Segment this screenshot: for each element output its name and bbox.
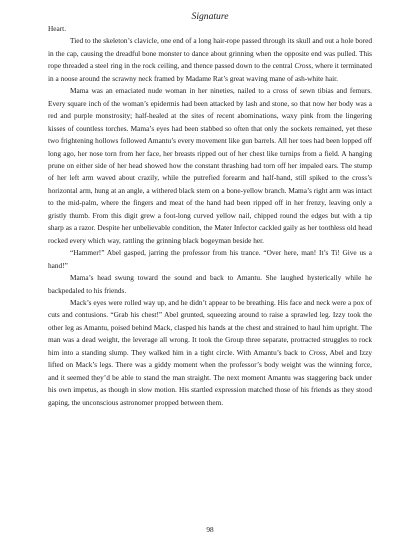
paragraph: Mama’s head swung toward the sound and back to Amantu. She laughed hysterically while he backpedaled to his friends. — [48, 273, 372, 295]
paragraph: Mack’s eyes were rolled way up, and he didn’t appear to be breathing. His face and neck were a pox of cuts and contusions. “Grab his chest!” Abel grunted, squeezing around to raise a sprawled leg. Izzy took the other leg as Amantu, poised behind Mack, clasped his hands at the chest and strained to haul him upright. The man was a dead weight, the leverage all wrong. It took the Group three separate, protracted struggles to rock him into a standing slump. They walked him in a tight circle. With Amantu’s back to Cross, Abel and Izzy lifted on Mack’s legs. There was a giddy moment when the professor’s body weight was the winning force, and it seemed they’d be able to stand the man straight. The next moment Amantu was staggering back under his own impetus, as though in slow motion. His startled expression matched those of his friends as they stood gaping, the unconscious astronomer propped between them. — [48, 297, 372, 407]
italic-word: Cross — [308, 347, 326, 357]
running-header: Signature — [191, 11, 229, 22]
body-text — [48, 23, 372, 409]
italic-word: Cross — [294, 61, 312, 71]
paragraph: “Hammer!” Abel gasped, jarring the professor from his trance. “Over here, man! It’s Ti! Give us a hand!” — [48, 248, 372, 270]
paragraph: Heart. — [48, 24, 67, 33]
page-number: 98 — [206, 525, 214, 534]
paragraph: Tied to the skeleton’s clavicle, one end of a long hair-rope passed through its skull and out a hole bored in the cap, causing the dreadful bone monster to dance about grinning when the opposite end was pulled. This rope threaded a steel ring in the rock ceiling, and thence passed down to the central Cross, where it terminated in a noose around the scrawny neck framed by Madame Rat’s great waving mane of ash-white hair. — [48, 36, 372, 83]
paragraph: Mama was an emaciated nude woman in her nineties, nailed to a cross of sewn tibias and femurs. Every square inch of the woman’s epidermis had been attacked by lash and stone, so that now her body was a red and purple monstrosity; half-healed at the sites of recent abominations, waxy pink from the lingering kisses of countless torches. Mama’s eyes had been stabbed so often that only the sockets remained, yet these two frightening hollows followed Amantu’s every movement like gun barrels. All her toes had been lopped off long ago, her nose torn from her face, her breasts ripped out of her chest like turnips from a field. A hanging prune on either side of her head showed how the constant thrashing had torn off her impaled ears. The stump of her left arm waved about crazily, while the putrefied forearm and half-hand, still spiked to the cross’s horizontal arm, hung at an angle, a withered black stem on a bone-yellow branch. Mama’s right arm was intact to the mid-palm, where the fingers and meat of the hand had been ripped off in her frenzy, leaving only a gristly thumb. From this digit grew a foot-long curved yellow nail, chipped round the edges but with a tip sharp as a razor. Despite her unbelievable condition, the Mater Infector cackled gaily as her toothless old head rocked every which way, rattling the grinning black bogeyman beside her. — [48, 86, 372, 245]
